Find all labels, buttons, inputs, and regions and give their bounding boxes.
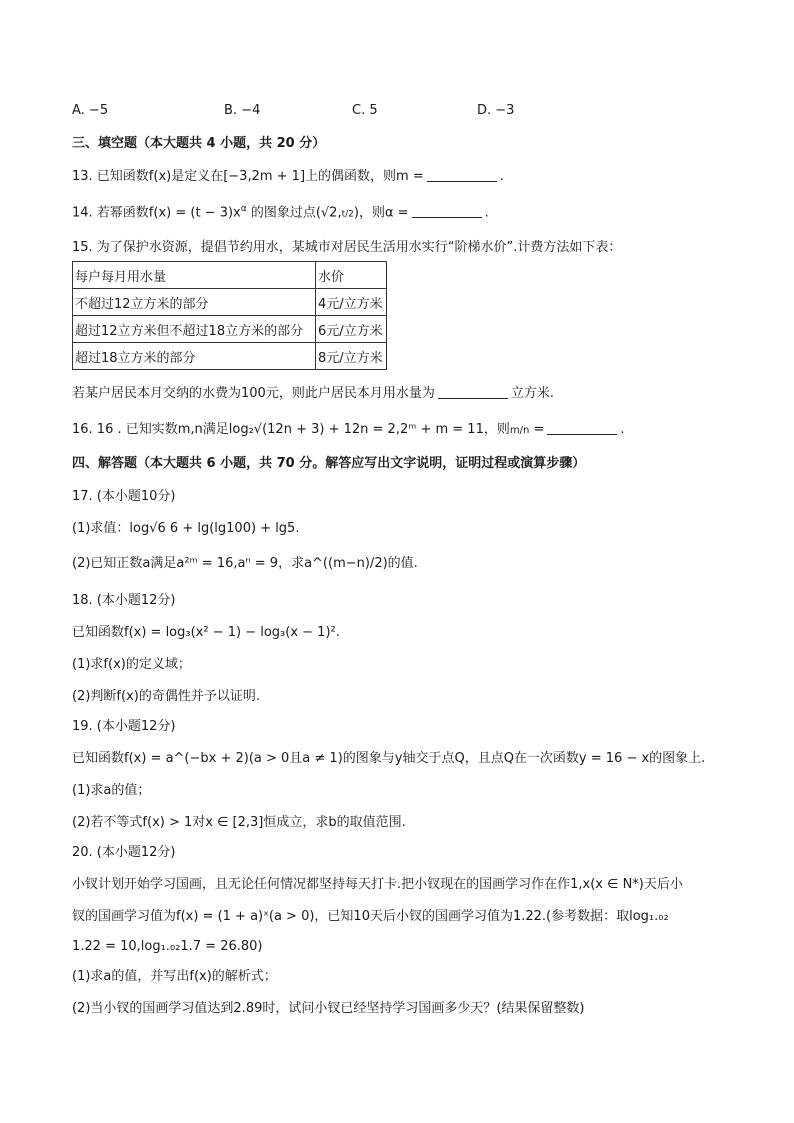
q14-text: 14. 若幂函数f(x) = (t − 3)x (72, 205, 241, 221)
q16-equals: = (533, 422, 545, 437)
table-row (73, 316, 387, 343)
q18-part-2: (2)判断f(x)的奇偶性并予以证明. (72, 689, 260, 704)
q13-text: 13. 已知函数f(x)是定义在[−3,2m + 1]上的偶函数，则m = (72, 169, 424, 184)
option-d: D. −3 (477, 103, 515, 118)
q17-part-1: (1)求值：log√6 6 + lg(lg100) + lg5. (72, 521, 300, 536)
q19-heading: 19. (本小题12分) (72, 719, 176, 734)
q14-end: . (484, 205, 489, 221)
table-cell: 6元/立方米 (316, 316, 387, 343)
q18-stem: 已知函数f(x) = log₃(x² − 1) − log₃(x − 1)². (72, 625, 340, 640)
q18-heading: 18. (本小题12分) (72, 593, 176, 608)
q20-part-1: (1)求a的值，并写出f(x)的解析式； (72, 969, 277, 984)
section-4-title: 四、解答题（本大题共 6 小题，共 70 分。解答应写出文字说明，证明过程或演算步骤） (72, 456, 586, 471)
table-cell: 每户每月用水量 (73, 262, 316, 289)
section-3-title: 三、填空题（本大题共 4 小题，共 20 分） (72, 136, 326, 151)
table-cell: 不超过12立方米的部分 (73, 289, 316, 316)
q14-fraction: t/2 (341, 209, 354, 220)
q20-stem-1: 小钗计划开始学习国画，且无论任何情况都坚持每天打卡.把小钗现在的国画学习作在作1,x(x ∈ N*)天后小 (72, 877, 683, 892)
question-16 (72, 420, 624, 440)
option-a: A. −5 (72, 103, 109, 118)
option-c: C. 5 (352, 103, 378, 118)
q18-part-1: (1)求f(x)的定义域； (72, 657, 191, 672)
water-price-table (72, 261, 387, 370)
q16-blank (547, 420, 617, 435)
table-row (73, 262, 387, 289)
q17-heading: 17. (本小题10分) (72, 489, 176, 504)
table-cell: 8元/立方米 (316, 343, 387, 370)
question-14 (72, 200, 489, 223)
q20-part-2: (2)当小钗的国画学习值达到2.89时，试问小钗已经坚持学习国画多少天？(结果保留整数) (72, 1001, 585, 1016)
q13-blank (427, 167, 497, 182)
table-row (73, 289, 387, 316)
q14-blank (412, 203, 482, 218)
q16-text: 16. 16 . 已知实数m,n满足log₂√(12n + 3) + 12n = 2,2ᵐ + m = 11，则 (72, 422, 510, 437)
q20-stem-2: 钗的国画学习值为f(x) = (1 + a)ˣ(a > 0)，已知10天后小钗的国画学习值为1.22.(参考数据：取log₁.₀₂ (72, 909, 669, 924)
q14-point-text: 的图象过点(√2, (250, 205, 342, 221)
table-cell: 水价 (316, 262, 387, 289)
option-b: B. −4 (224, 103, 261, 118)
q19-stem: 已知函数f(x) = a^(−bx + 2)(a > 0且a ≠ 1)的图象与y轴交于点Q，且点Q在一次函数y = 16 − x的图象上. (72, 751, 706, 766)
q20-stem-3: 1.22 = 10,log₁.₀₂1.7 = 26.80) (72, 939, 263, 954)
question-15-intro: 15. 为了保护水资源，提倡节约用水，某城市对居民生活用水实行“阶梯水价”.计费方法如下表： (72, 240, 622, 255)
q16-end: . (620, 422, 625, 437)
q15-blank (438, 384, 508, 399)
q13-end: . (499, 169, 504, 184)
question-15 (72, 384, 554, 403)
table-row (73, 343, 387, 370)
q15-question: 若某户居民本月交纳的水费为100元，则此户居民本月用水量为 (72, 386, 435, 401)
q14-exponent: α (240, 204, 247, 214)
q19-part-1: (1)求a的值； (72, 783, 151, 798)
table-cell: 4元/立方米 (316, 289, 387, 316)
q20-heading: 20. (本小题12分) (72, 845, 176, 860)
q16-fraction: m/n (509, 425, 530, 436)
q15-unit: 立方米. (510, 386, 554, 401)
q19-part-2: (2)若不等式f(x) > 1对x ∈ [2,3]恒成立，求b的取值范围. (72, 815, 406, 830)
table-cell: 超过12立方米但不超过18立方米的部分 (73, 316, 316, 343)
table-cell: 超过18立方米的部分 (73, 343, 316, 370)
question-13 (72, 167, 504, 186)
q14-text-2: )，则α = (353, 205, 409, 221)
q17-part-2: (2)已知正数a满足a²ᵐ = 16,aⁿ = 9，求a^((m−n)/2)的值. (72, 556, 418, 571)
